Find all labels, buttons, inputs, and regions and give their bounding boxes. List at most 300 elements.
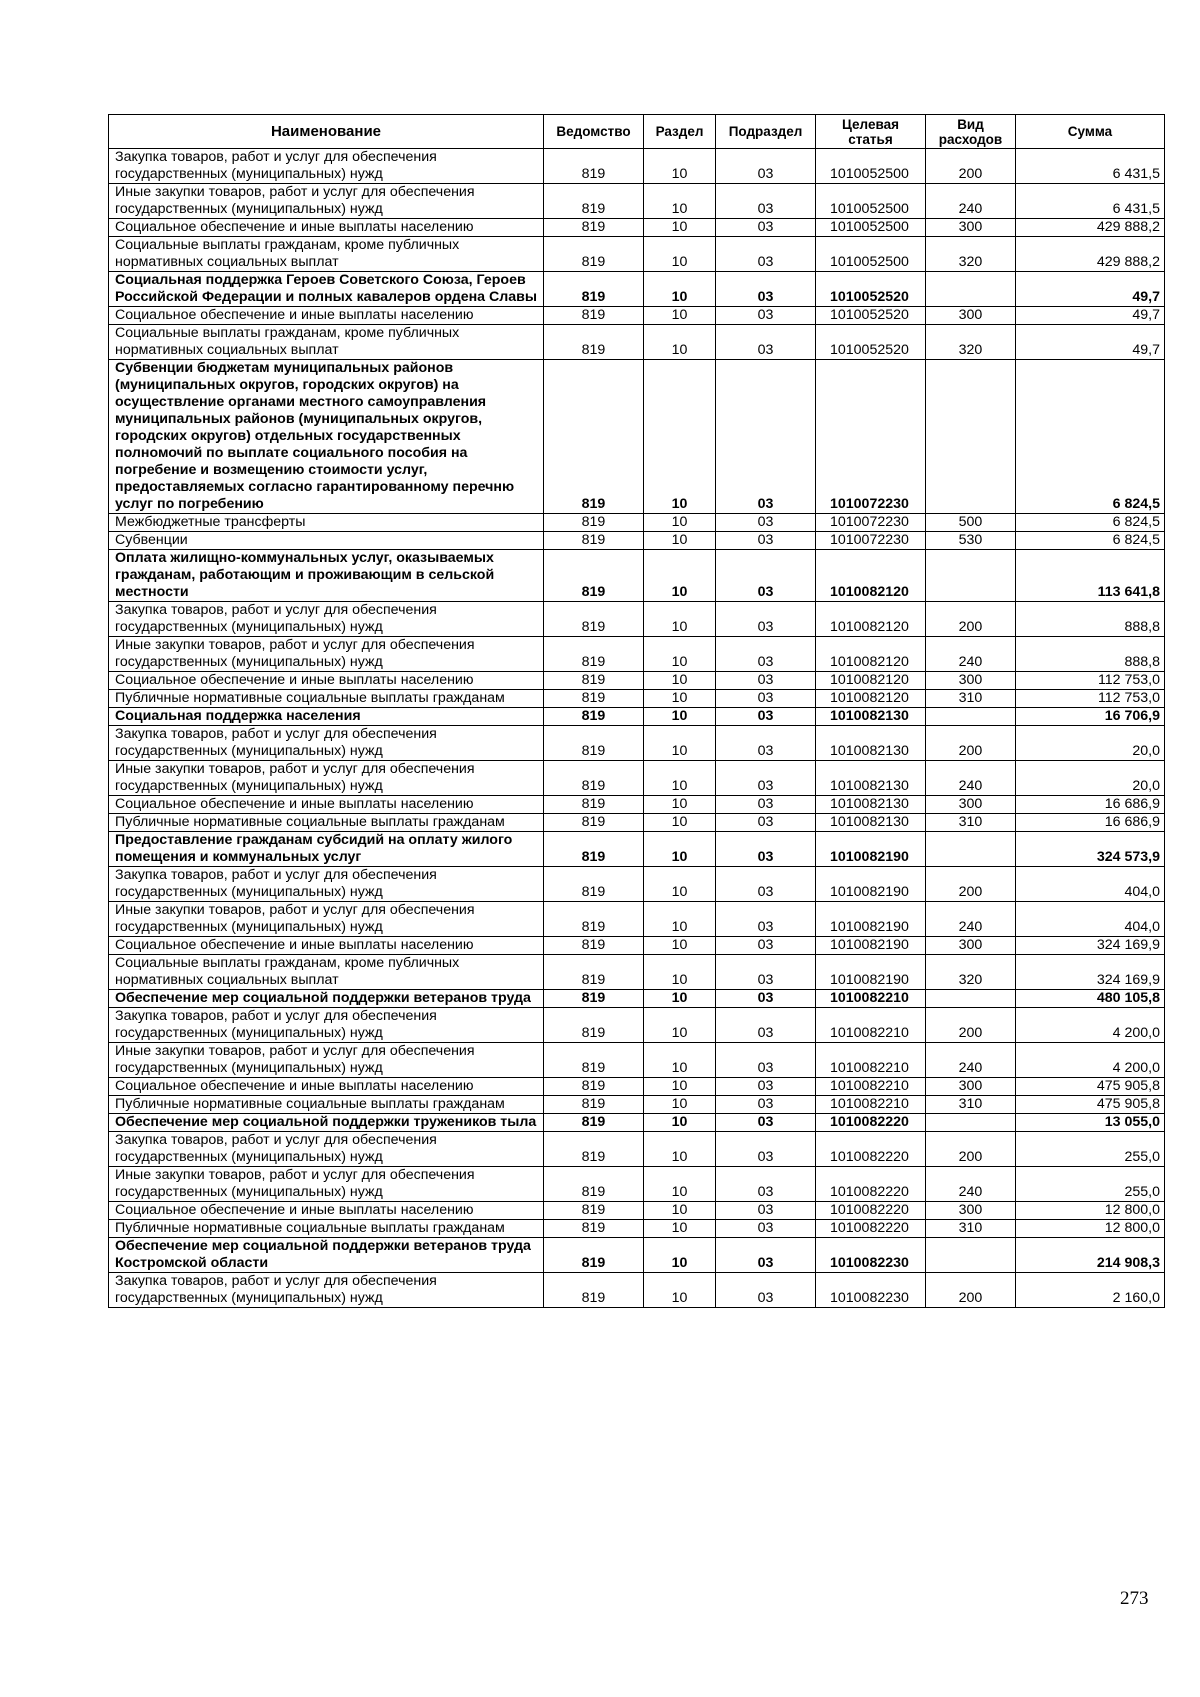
cell-target: 1010082120	[816, 690, 926, 708]
cell-sum: 429 888,2	[1016, 219, 1165, 237]
cell-kind: 300	[926, 307, 1016, 325]
cell-dept: 819	[544, 532, 644, 550]
header-dept: Ведомство	[544, 115, 644, 149]
cell-dept: 819	[544, 272, 644, 307]
cell-subsection: 03	[716, 219, 816, 237]
cell-subsection: 03	[716, 708, 816, 726]
table-row	[109, 990, 1165, 1008]
cell-name: Закупка товаров, работ и услуг для обеспечения государственных (муниципальных) нужд	[109, 149, 544, 184]
table-row	[109, 184, 1165, 219]
table-row	[109, 602, 1165, 637]
cell-kind: 310	[926, 1220, 1016, 1238]
cell-target: 1010072230	[816, 514, 926, 532]
cell-subsection: 03	[716, 1238, 816, 1273]
cell-sum: 2 160,0	[1016, 1273, 1165, 1308]
budget-table	[108, 114, 1165, 1308]
cell-kind: 300	[926, 1078, 1016, 1096]
cell-dept: 819	[544, 219, 644, 237]
table-row	[109, 1202, 1165, 1220]
table-row	[109, 867, 1165, 902]
cell-name: Предоставление гражданам субсидий на оплату жилого помещения и коммунальных услуг	[109, 832, 544, 867]
cell-target: 1010052500	[816, 184, 926, 219]
table-row	[109, 1238, 1165, 1273]
cell-name: Иные закупки товаров, работ и услуг для обеспечения государственных (муниципальных) нужд	[109, 902, 544, 937]
cell-sum: 49,7	[1016, 272, 1165, 307]
cell-dept: 819	[544, 1238, 644, 1273]
cell-subsection: 03	[716, 1132, 816, 1167]
cell-target: 1010082230	[816, 1238, 926, 1273]
cell-subsection: 03	[716, 902, 816, 937]
cell-dept: 819	[544, 602, 644, 637]
cell-dept: 819	[544, 1078, 644, 1096]
table-row	[109, 1273, 1165, 1308]
table-row	[109, 325, 1165, 360]
table-row	[109, 637, 1165, 672]
cell-dept: 819	[544, 637, 644, 672]
cell-dept: 819	[544, 514, 644, 532]
cell-name: Социальная поддержка населения	[109, 708, 544, 726]
cell-target: 1010052500	[816, 149, 926, 184]
cell-dept: 819	[544, 184, 644, 219]
table-row	[109, 219, 1165, 237]
cell-section: 10	[644, 1273, 716, 1308]
cell-sum: 16 706,9	[1016, 708, 1165, 726]
cell-dept: 819	[544, 867, 644, 902]
cell-section: 10	[644, 761, 716, 796]
cell-target: 1010052520	[816, 307, 926, 325]
cell-section: 10	[644, 832, 716, 867]
cell-section: 10	[644, 690, 716, 708]
cell-sum: 404,0	[1016, 867, 1165, 902]
table-row	[109, 955, 1165, 990]
cell-target: 1010072230	[816, 532, 926, 550]
cell-name: Закупка товаров, работ и услуг для обеспечения государственных (муниципальных) нужд	[109, 1132, 544, 1167]
cell-target: 1010082130	[816, 761, 926, 796]
cell-subsection: 03	[716, 514, 816, 532]
cell-name: Публичные нормативные социальные выплаты гражданам	[109, 1096, 544, 1114]
cell-dept: 819	[544, 761, 644, 796]
cell-dept: 819	[544, 550, 644, 602]
table-row	[109, 550, 1165, 602]
cell-dept: 819	[544, 1220, 644, 1238]
cell-target: 1010082130	[816, 708, 926, 726]
cell-subsection: 03	[716, 602, 816, 637]
cell-section: 10	[644, 990, 716, 1008]
cell-kind: 300	[926, 1202, 1016, 1220]
cell-section: 10	[644, 1008, 716, 1043]
cell-kind	[926, 708, 1016, 726]
cell-subsection: 03	[716, 726, 816, 761]
cell-sum: 113 641,8	[1016, 550, 1165, 602]
cell-kind: 300	[926, 219, 1016, 237]
header-kind: Вид расходов	[926, 115, 1016, 149]
cell-section: 10	[644, 796, 716, 814]
cell-subsection: 03	[716, 1008, 816, 1043]
cell-target: 1010082220	[816, 1220, 926, 1238]
cell-section: 10	[644, 726, 716, 761]
cell-dept: 819	[544, 672, 644, 690]
cell-dept: 819	[544, 814, 644, 832]
cell-dept: 819	[544, 937, 644, 955]
cell-section: 10	[644, 184, 716, 219]
cell-name: Субвенции бюджетам муниципальных районов (муниципальных округов, городских округов) на осуществление органами местного самоуправления муниципальных районов (муниципальных округов, городских округов) отдельных государственных полномочий по выплате социального пособия на погребение и возмещению стоимости услуг, предоставляемых согласно гарантированному перечню услуг по погребению	[109, 360, 544, 514]
cell-kind: 200	[926, 1008, 1016, 1043]
cell-kind: 200	[926, 1273, 1016, 1308]
table-row	[109, 1043, 1165, 1078]
cell-dept: 819	[544, 1096, 644, 1114]
cell-dept: 819	[544, 237, 644, 272]
cell-kind	[926, 272, 1016, 307]
cell-name: Обеспечение мер социальной поддержки ветеранов труда Костромской области	[109, 1238, 544, 1273]
cell-kind	[926, 360, 1016, 514]
cell-subsection: 03	[716, 360, 816, 514]
cell-subsection: 03	[716, 532, 816, 550]
cell-kind: 240	[926, 637, 1016, 672]
cell-subsection: 03	[716, 325, 816, 360]
cell-sum: 49,7	[1016, 307, 1165, 325]
table-row	[109, 360, 1165, 514]
cell-kind: 300	[926, 672, 1016, 690]
cell-target: 1010082120	[816, 602, 926, 637]
cell-subsection: 03	[716, 1114, 816, 1132]
header-target: Целевая статья	[816, 115, 926, 149]
cell-name: Публичные нормативные социальные выплаты гражданам	[109, 814, 544, 832]
cell-dept: 819	[544, 1043, 644, 1078]
cell-target: 1010052520	[816, 325, 926, 360]
cell-target: 1010082190	[816, 902, 926, 937]
cell-name: Закупка товаров, работ и услуг для обеспечения государственных (муниципальных) нужд	[109, 1273, 544, 1308]
cell-target: 1010082190	[816, 832, 926, 867]
cell-kind: 320	[926, 325, 1016, 360]
table-row	[109, 726, 1165, 761]
table-row	[109, 1132, 1165, 1167]
table-header-row	[109, 115, 1165, 149]
cell-sum: 404,0	[1016, 902, 1165, 937]
cell-kind: 530	[926, 532, 1016, 550]
cell-subsection: 03	[716, 184, 816, 219]
table-row	[109, 1220, 1165, 1238]
cell-subsection: 03	[716, 832, 816, 867]
table-row	[109, 761, 1165, 796]
table-row	[109, 1167, 1165, 1202]
table-row	[109, 1096, 1165, 1114]
cell-name: Иные закупки товаров, работ и услуг для обеспечения государственных (муниципальных) нужд	[109, 184, 544, 219]
cell-subsection: 03	[716, 1043, 816, 1078]
cell-section: 10	[644, 867, 716, 902]
cell-name: Закупка товаров, работ и услуг для обеспечения государственных (муниципальных) нужд	[109, 1008, 544, 1043]
cell-target: 1010082210	[816, 1043, 926, 1078]
cell-sum: 324 169,9	[1016, 955, 1165, 990]
cell-dept: 819	[544, 955, 644, 990]
cell-name: Иные закупки товаров, работ и услуг для обеспечения государственных (муниципальных) нужд	[109, 1167, 544, 1202]
cell-target: 1010082210	[816, 990, 926, 1008]
cell-sum: 16 686,9	[1016, 814, 1165, 832]
table-row	[109, 272, 1165, 307]
cell-subsection: 03	[716, 1273, 816, 1308]
table-row	[109, 149, 1165, 184]
cell-dept: 819	[544, 902, 644, 937]
cell-section: 10	[644, 550, 716, 602]
cell-name: Иные закупки товаров, работ и услуг для обеспечения государственных (муниципальных) нужд	[109, 1043, 544, 1078]
table-row	[109, 514, 1165, 532]
cell-target: 1010052500	[816, 219, 926, 237]
cell-kind: 310	[926, 1096, 1016, 1114]
cell-name: Закупка товаров, работ и услуг для обеспечения государственных (муниципальных) нужд	[109, 602, 544, 637]
cell-subsection: 03	[716, 990, 816, 1008]
cell-sum: 13 055,0	[1016, 1114, 1165, 1132]
cell-sum: 112 753,0	[1016, 672, 1165, 690]
cell-kind: 300	[926, 937, 1016, 955]
cell-name: Социальное обеспечение и иные выплаты населению	[109, 1078, 544, 1096]
cell-sum: 429 888,2	[1016, 237, 1165, 272]
cell-target: 1010082120	[816, 637, 926, 672]
cell-section: 10	[644, 360, 716, 514]
cell-kind: 310	[926, 814, 1016, 832]
cell-kind: 200	[926, 726, 1016, 761]
table-row	[109, 1008, 1165, 1043]
cell-target: 1010082220	[816, 1114, 926, 1132]
cell-target: 1010082190	[816, 937, 926, 955]
table-row	[109, 708, 1165, 726]
cell-dept: 819	[544, 1202, 644, 1220]
cell-kind: 500	[926, 514, 1016, 532]
cell-sum: 324 573,9	[1016, 832, 1165, 867]
cell-subsection: 03	[716, 937, 816, 955]
cell-sum: 4 200,0	[1016, 1043, 1165, 1078]
cell-section: 10	[644, 1132, 716, 1167]
cell-dept: 819	[544, 325, 644, 360]
cell-section: 10	[644, 1238, 716, 1273]
cell-name: Социальное обеспечение и иные выплаты населению	[109, 219, 544, 237]
cell-name: Социальное обеспечение и иные выплаты населению	[109, 796, 544, 814]
cell-target: 1010082220	[816, 1132, 926, 1167]
cell-sum: 888,8	[1016, 602, 1165, 637]
cell-subsection: 03	[716, 672, 816, 690]
cell-name: Обеспечение мер социальной поддержки тружеников тыла	[109, 1114, 544, 1132]
cell-dept: 819	[544, 360, 644, 514]
cell-sum: 12 800,0	[1016, 1202, 1165, 1220]
cell-sum: 255,0	[1016, 1167, 1165, 1202]
cell-dept: 819	[544, 832, 644, 867]
cell-section: 10	[644, 955, 716, 990]
cell-subsection: 03	[716, 637, 816, 672]
cell-section: 10	[644, 1220, 716, 1238]
cell-section: 10	[644, 602, 716, 637]
cell-subsection: 03	[716, 237, 816, 272]
cell-section: 10	[644, 325, 716, 360]
cell-subsection: 03	[716, 1167, 816, 1202]
cell-name: Социальные выплаты гражданам, кроме публичных нормативных социальных выплат	[109, 955, 544, 990]
table-row	[109, 902, 1165, 937]
cell-section: 10	[644, 514, 716, 532]
cell-sum: 888,8	[1016, 637, 1165, 672]
cell-target: 1010082130	[816, 796, 926, 814]
header-sum: Сумма	[1016, 115, 1165, 149]
table-row	[109, 1114, 1165, 1132]
cell-name: Социальные выплаты гражданам, кроме публичных нормативных социальных выплат	[109, 325, 544, 360]
cell-section: 10	[644, 1096, 716, 1114]
cell-dept: 819	[544, 690, 644, 708]
cell-section: 10	[644, 1202, 716, 1220]
table-row	[109, 796, 1165, 814]
cell-section: 10	[644, 532, 716, 550]
cell-section: 10	[644, 307, 716, 325]
cell-sum: 6 824,5	[1016, 514, 1165, 532]
cell-kind: 200	[926, 149, 1016, 184]
table-row	[109, 814, 1165, 832]
cell-target: 1010082210	[816, 1008, 926, 1043]
cell-sum: 16 686,9	[1016, 796, 1165, 814]
cell-section: 10	[644, 219, 716, 237]
cell-section: 10	[644, 149, 716, 184]
cell-name: Социальная поддержка Героев Советского Союза, Героев Российской Федерации и полных кавалеров ордена Славы	[109, 272, 544, 307]
cell-dept: 819	[544, 1114, 644, 1132]
cell-subsection: 03	[716, 550, 816, 602]
cell-sum: 49,7	[1016, 325, 1165, 360]
cell-section: 10	[644, 272, 716, 307]
cell-kind: 200	[926, 867, 1016, 902]
cell-target: 1010072230	[816, 360, 926, 514]
table-row	[109, 832, 1165, 867]
cell-kind: 240	[926, 1043, 1016, 1078]
cell-name: Закупка товаров, работ и услуг для обеспечения государственных (муниципальных) нужд	[109, 867, 544, 902]
cell-section: 10	[644, 1167, 716, 1202]
table-row	[109, 690, 1165, 708]
cell-name: Публичные нормативные социальные выплаты гражданам	[109, 690, 544, 708]
cell-section: 10	[644, 1078, 716, 1096]
table-row	[109, 237, 1165, 272]
cell-name: Иные закупки товаров, работ и услуг для обеспечения государственных (муниципальных) нужд	[109, 637, 544, 672]
cell-dept: 819	[544, 990, 644, 1008]
cell-target: 1010082210	[816, 1096, 926, 1114]
header-subsection: Подраздел	[716, 115, 816, 149]
cell-dept: 819	[544, 149, 644, 184]
cell-sum: 112 753,0	[1016, 690, 1165, 708]
cell-kind: 320	[926, 237, 1016, 272]
cell-name: Социальное обеспечение и иные выплаты населению	[109, 1202, 544, 1220]
cell-subsection: 03	[716, 307, 816, 325]
cell-dept: 819	[544, 307, 644, 325]
cell-target: 1010082130	[816, 814, 926, 832]
cell-kind: 200	[926, 602, 1016, 637]
cell-subsection: 03	[716, 796, 816, 814]
cell-sum: 6 431,5	[1016, 149, 1165, 184]
cell-dept: 819	[544, 796, 644, 814]
cell-dept: 819	[544, 1273, 644, 1308]
cell-dept: 819	[544, 1167, 644, 1202]
cell-dept: 819	[544, 1132, 644, 1167]
page-number: 273	[1120, 1588, 1149, 1609]
cell-dept: 819	[544, 708, 644, 726]
cell-sum: 214 908,3	[1016, 1238, 1165, 1273]
cell-target: 1010082210	[816, 1078, 926, 1096]
cell-section: 10	[644, 937, 716, 955]
cell-sum: 12 800,0	[1016, 1220, 1165, 1238]
cell-target: 1010082220	[816, 1167, 926, 1202]
cell-sum: 324 169,9	[1016, 937, 1165, 955]
table-row	[109, 937, 1165, 955]
cell-kind: 310	[926, 690, 1016, 708]
cell-target: 1010052500	[816, 237, 926, 272]
table-row	[109, 672, 1165, 690]
cell-subsection: 03	[716, 1220, 816, 1238]
cell-section: 10	[644, 637, 716, 672]
cell-name: Межбюджетные трансферты	[109, 514, 544, 532]
cell-kind: 240	[926, 761, 1016, 796]
cell-section: 10	[644, 1114, 716, 1132]
cell-sum: 20,0	[1016, 726, 1165, 761]
cell-subsection: 03	[716, 1078, 816, 1096]
cell-target: 1010082190	[816, 955, 926, 990]
cell-dept: 819	[544, 726, 644, 761]
cell-subsection: 03	[716, 867, 816, 902]
cell-kind	[926, 550, 1016, 602]
cell-name: Социальное обеспечение и иные выплаты населению	[109, 307, 544, 325]
cell-sum: 6 824,5	[1016, 532, 1165, 550]
cell-target: 1010082120	[816, 672, 926, 690]
cell-section: 10	[644, 902, 716, 937]
cell-subsection: 03	[716, 272, 816, 307]
cell-target: 1010082220	[816, 1202, 926, 1220]
cell-target: 1010082120	[816, 550, 926, 602]
header-section: Раздел	[644, 115, 716, 149]
cell-kind	[926, 1114, 1016, 1132]
cell-kind	[926, 990, 1016, 1008]
cell-kind: 200	[926, 1132, 1016, 1167]
cell-sum: 6 824,5	[1016, 360, 1165, 514]
cell-subsection: 03	[716, 690, 816, 708]
table-row	[109, 1078, 1165, 1096]
cell-name: Социальное обеспечение и иные выплаты населению	[109, 937, 544, 955]
cell-target: 1010082230	[816, 1273, 926, 1308]
cell-name: Иные закупки товаров, работ и услуг для обеспечения государственных (муниципальных) нужд	[109, 761, 544, 796]
cell-section: 10	[644, 814, 716, 832]
cell-kind: 240	[926, 184, 1016, 219]
cell-section: 10	[644, 708, 716, 726]
cell-name: Социальные выплаты гражданам, кроме публичных нормативных социальных выплат	[109, 237, 544, 272]
budget-table-sheet	[108, 114, 1164, 1308]
header-name: Наименование	[109, 115, 544, 149]
table-row	[109, 532, 1165, 550]
table-body	[109, 149, 1165, 1308]
cell-name: Социальное обеспечение и иные выплаты населению	[109, 672, 544, 690]
cell-sum: 480 105,8	[1016, 990, 1165, 1008]
cell-name: Субвенции	[109, 532, 544, 550]
cell-subsection: 03	[716, 955, 816, 990]
cell-section: 10	[644, 1043, 716, 1078]
cell-subsection: 03	[716, 1096, 816, 1114]
cell-sum: 475 905,8	[1016, 1096, 1165, 1114]
cell-name: Публичные нормативные социальные выплаты гражданам	[109, 1220, 544, 1238]
cell-name: Обеспечение мер социальной поддержки ветеранов труда	[109, 990, 544, 1008]
cell-sum: 255,0	[1016, 1132, 1165, 1167]
cell-kind: 300	[926, 796, 1016, 814]
cell-subsection: 03	[716, 149, 816, 184]
cell-kind	[926, 832, 1016, 867]
cell-sum: 475 905,8	[1016, 1078, 1165, 1096]
cell-sum: 20,0	[1016, 761, 1165, 796]
cell-subsection: 03	[716, 1202, 816, 1220]
cell-subsection: 03	[716, 814, 816, 832]
cell-sum: 4 200,0	[1016, 1008, 1165, 1043]
cell-kind: 320	[926, 955, 1016, 990]
cell-target: 1010052520	[816, 272, 926, 307]
table-row	[109, 307, 1165, 325]
cell-kind: 240	[926, 1167, 1016, 1202]
cell-sum: 6 431,5	[1016, 184, 1165, 219]
cell-name: Оплата жилищно-коммунальных услуг, оказываемых гражданам, работающим и проживающим в сельской местности	[109, 550, 544, 602]
cell-section: 10	[644, 672, 716, 690]
